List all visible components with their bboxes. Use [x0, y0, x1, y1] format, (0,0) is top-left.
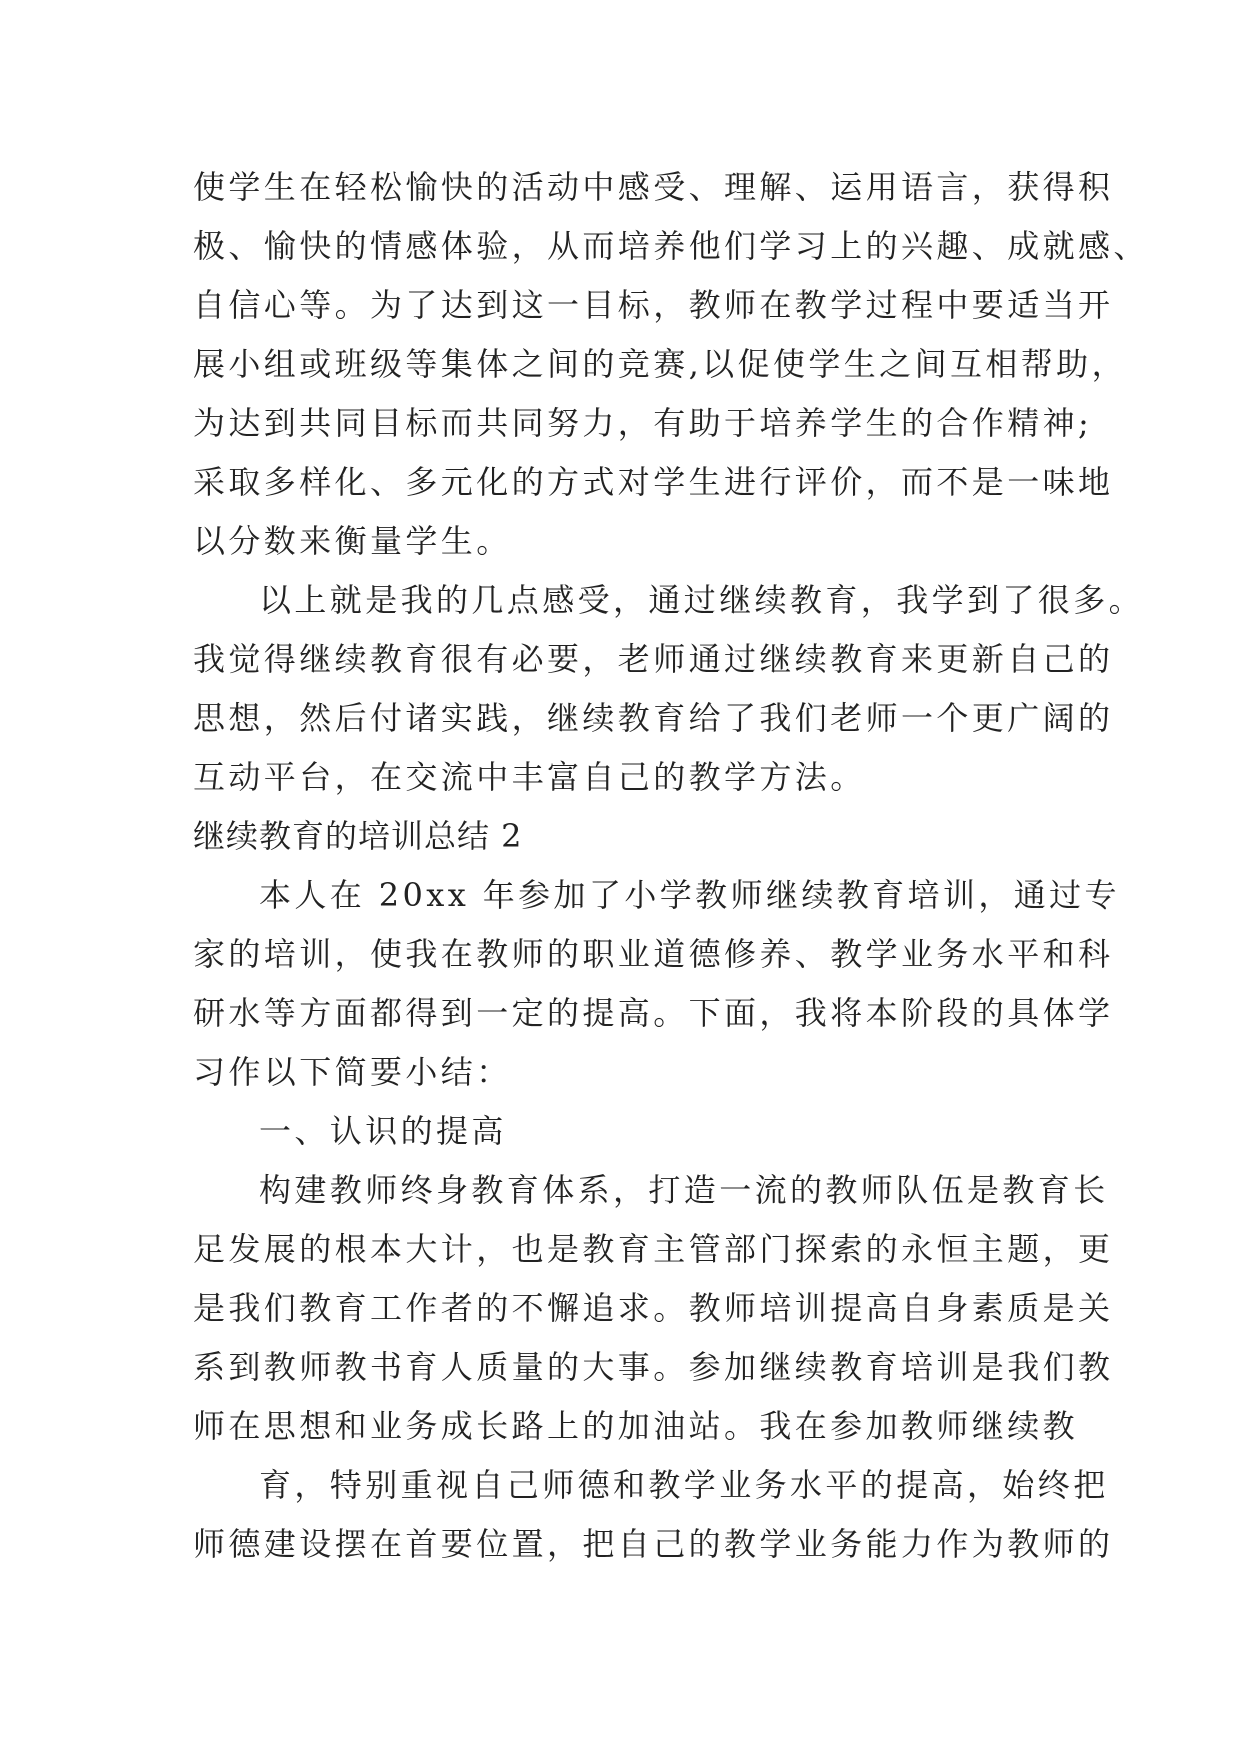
section-title: 继续教育的培训总结 2 [193, 817, 523, 855]
text-line: 为达到共同目标而共同努力，有助于培养学生的合作精神; [193, 404, 1093, 442]
text-line: 思想，然后付诸实践，继续教育给了我们老师一个更广阔的 [193, 699, 1114, 737]
paragraph-4 [193, 1161, 1114, 1456]
section-heading [193, 807, 1073, 866]
text-line: 是我们教育工作者的不懈追求。教师培训提高自身素质是关 [193, 1289, 1114, 1327]
paragraph-5 [193, 1456, 1114, 1574]
text-line: 采取多样化、多元化的方式对学生进行评价，而不是一味地 [193, 463, 1114, 501]
subheading [193, 1102, 1073, 1161]
text-line: 师德建设摆在首要位置，把自己的教学业务能力作为教师的 [193, 1525, 1114, 1563]
text-line: 展小组或班级等集体之间的竞赛,以促使学生之间互相帮助， [193, 345, 1127, 383]
text-line: 育，特别重视自己师德和教学业务水平的提高，始终把 [259, 1466, 1109, 1504]
text-line: 互动平台，在交流中丰富自己的教学方法。 [193, 758, 866, 796]
text-line: 本人在 20xx 年参加了小学教师继续教育培训，通过专 [259, 876, 1120, 914]
text-line: 使学生在轻松愉快的活动中感受、理解、运用语言，获得积 [193, 168, 1114, 206]
text-line: 以分数来衡量学生。 [193, 522, 512, 560]
text-line: 极、愉快的情感体验，从而培养他们学习上的兴趣、成就感、 [193, 227, 1149, 265]
paragraph-2 [193, 571, 1145, 807]
subsection-title: 一、认识的提高 [259, 1112, 507, 1150]
text-line: 家的培训，使我在教师的职业道德修养、教学业务水平和科 [193, 935, 1114, 973]
text-line: 研水等方面都得到一定的提高。下面，我将本阶段的具体学 [193, 994, 1114, 1032]
document-body [193, 158, 1149, 1574]
paragraph-3 [193, 866, 1120, 1102]
text-line: 自信心等。为了达到这一目标，教师在教学过程中要适当开 [193, 286, 1114, 324]
text-line: 足发展的根本大计，也是教育主管部门探索的永恒主题，更 [193, 1230, 1114, 1268]
text-line: 我觉得继续教育很有必要，老师通过继续教育来更新自己的 [193, 640, 1114, 678]
text-line: 系到教师教书育人质量的大事。参加继续教育培训是我们教 [193, 1348, 1114, 1386]
text-line: 师在思想和业务成长路上的加油站。我在参加教师继续教 [193, 1407, 1079, 1445]
text-line: 构建教师终身教育体系，打造一流的教师队伍是教育长 [259, 1171, 1109, 1209]
text-line: 以上就是我的几点感受，通过继续教育，我学到了很多。 [259, 581, 1145, 619]
text-line: 习作以下简要小结： [193, 1053, 512, 1091]
paragraph-1 [193, 158, 1149, 571]
